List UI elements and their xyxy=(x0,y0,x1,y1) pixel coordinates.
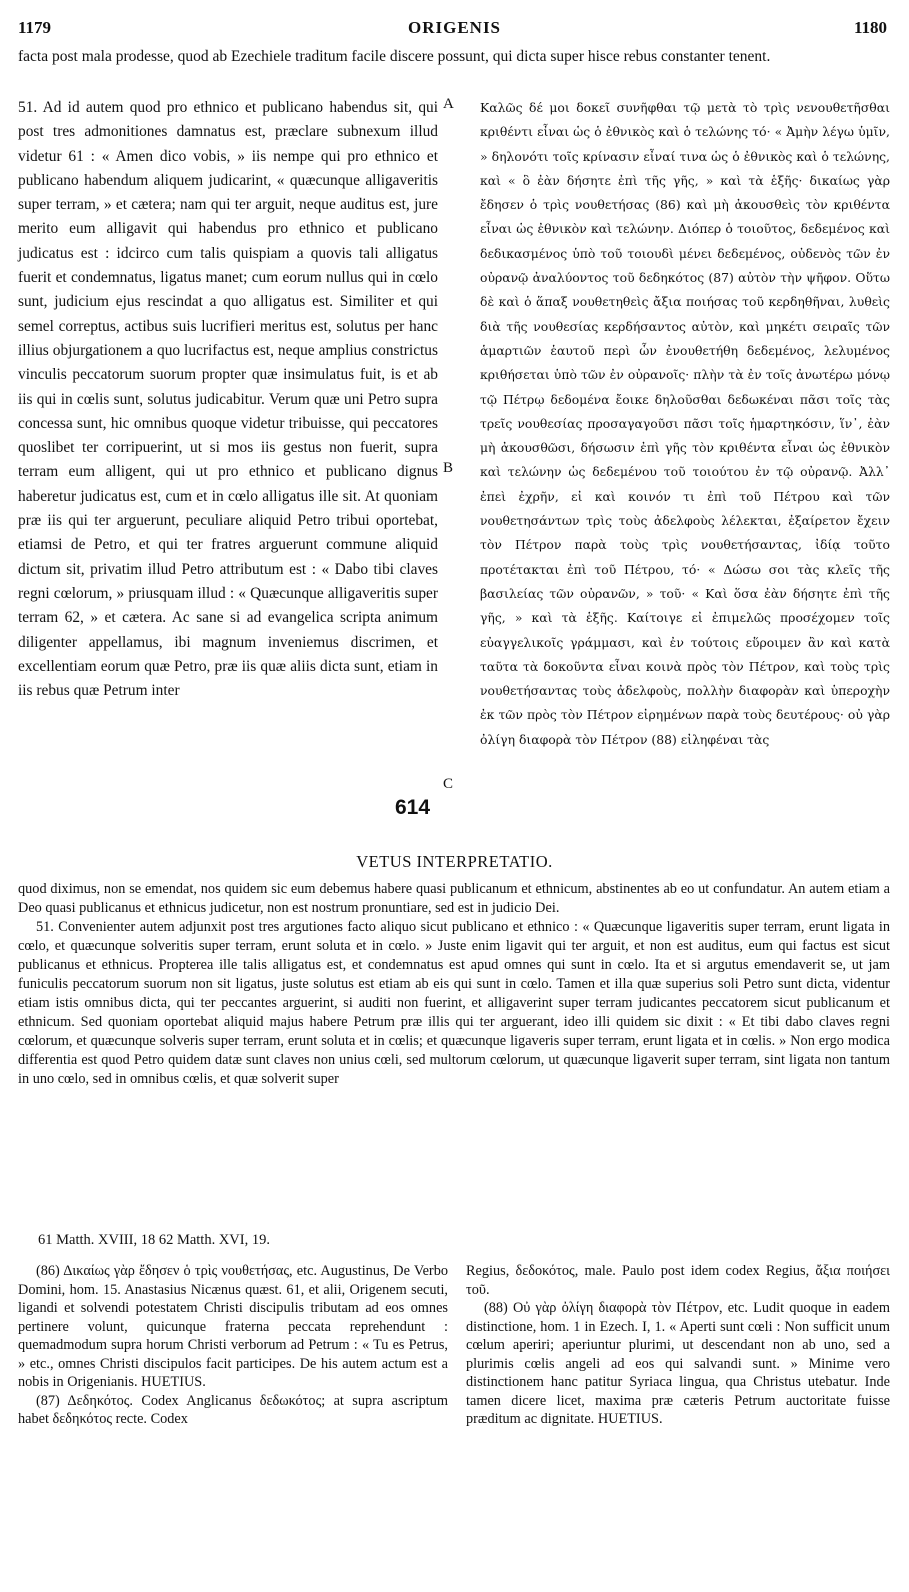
margin-marker-a: A xyxy=(443,96,454,112)
notes-right-column xyxy=(466,1262,890,1429)
intro-paragraph: facta post mala prodesse, quod ab Ezechiele traditum facile discere possunt, qui dicta super hisce rebus constanter tenent. xyxy=(18,48,771,65)
vetus-interpretatio-text xyxy=(18,880,890,1089)
page-title: ORIGENIS xyxy=(407,18,502,37)
vetus-paragraph-2: 51. Convenienter autem adjunxit post tres argutiones facto aliquo sicut publicano et ethnico : « Quæcunque ligaveritis super terram, erunt ligata in cœlo, et quæcunque solveritis super terram, erunt soluta et in cœlo. » Juste enim ligavit qui ter arguit, et non est auditus, eum qui factus est sicut publicanus et ethnicus. Propterea ille talis alligatus est, et condemnatus est apud omnes qui sunt in cœlo. Ita et si argutus emendaverit se, ut jam funiculis peccatorum suorum non sit ligatus, juste solutus est etiam ab eis qui sunt in cœlo. Tamen et illa quæ superius soli Petro sunt dicta, videntur etiam istis omnibus dicta, qui ter peccantes arguerint, si auditi non fuerint, et alligaverint super terram judicantes peccatorem sicut publicanum et ethnicum. Sed quoniam oportebat aliquid majus habere Petrum præ illis qui ter arguerant, ideo illi quidem sic dixit : « Et tibi dabo claves regni cœlorum, et quæcunque solveris super terram, erunt soluta et in cœlis; et quæcunque ligaveris super terram, erunt ligata et in cœlis. » Non ergo modica differentia est quod Petro quidem datæ sunt claves non unius cœli, sed multorum cœlorum, ut quæcunque ligaverit super terram, sint ligata non tantum in uno cœlo, sed in omnibus cœlis, et quæ solverit super xyxy=(18,919,890,1087)
right-column-number: 1180 xyxy=(853,18,887,37)
running-header xyxy=(0,18,909,40)
greek-column: Καλῶς δέ μοι δοκεῖ συνῆφθαι τῷ μετὰ τὸ τρὶς νενουθετῆσθαι κριθέντι εἶναι ὡς ὁ ἐθνικὸς καὶ ὁ τελώνης τό· « Ἀμὴν λέγω ὑμῖν, » δηλονότι τοῖς κρίνασιν εἶναί τινα ὡς ὁ ἐθνικὸς καὶ ὁ τελώνης, καὶ « ὃ ἐὰν δήσητε ἐπὶ τῆς γῆς, » καὶ τὰ ἑξῆς· δικαίως γὰρ ἔδησεν ὁ τρὶς νουθετήσας (86) καὶ μὴ ἀκουσθεὶς τὸν κριθέντα εἶναι ὡς ἐθνικὸν καὶ τελώνην. Διόπερ ὁ τοιοῦτος, δεδεμένος καὶ δεδικασμένος ὑπὸ τοῦ τοιουδὶ μένει δεδεμένος, οὐδενὸς τῶν ἐν οὐρανῷ ἀναλύοντος τοῦ δεδηκότος (87) αὐτὸν τὴν ψῆφον. Οὕτω δὲ καὶ ὁ ἅπαξ νουθετηθεὶς ἄξια ποιήσας τοῦ κερδηθῆναι, λυθεὶς διὰ τῆς νουθεσίας κερδήσαντος αὐτὸν, καὶ μηκέτι σειραῖς τῶν ἁμαρτιῶν ἑαυτοῦ περὶ ὧν ἐνουθετήθη δεδεμένος, λελυμένος κριθήσεται ὑπὸ τῶν ἐν οὐρανοῖς· πλὴν τὰ ἐν τοῖς ἀνωτέρω μόνῳ τῷ Πέτρῳ δεδομένα ἔοικε δηλοῦσθαι δεδωκέναι πᾶσι τοῖς τὰς τρεῖς νουθεσίας προσαγαγοῦσι πᾶσι τοῖς ἡμαρτηκόσιν, ἵν᾽, ἐὰν μὴ ἀκουσθῶσι, δήσωσιν ἐπὶ γῆς τὸν κριθέντα εἶναι ὡς ἐθνικὸν καὶ τελώνην ὡς δεδεμένου τοῦ τοιούτου ἐν τῷ οὐρανῷ. Ἀλλ᾽ ἐπεὶ ἐχρῆν, εἰ καὶ κοινόν τι ἐπὶ τοῦ Πέτρου καὶ τῶν νουθετησάντων τρὶς τοὺς ἀδελφοὺς λέλεκται, ἐξαίρετον ἔχειν τὸν Πέτρον παρὰ τοὺς τρὶς νουθετήσαντας, ἰδίᾳ τοῦτο προτέτακται ἐπὶ τοῦ Πέτρου, τό· « Δώσω σοι τὰς κλεῖς τῆς βασιλείας τῶν οὐρανῶν, » τοῦ· « Καὶ ὅσα ἐὰν δήσητε ἐπὶ τῆς γῆς, » καὶ τὰ ἑξῆς. Καίτοιγε εἰ ἐπιμελῶς προσέχομεν τοῖς εὐαγγελικοῖς γράμμασι, καὶ ἐν τούτοις εὕροιμεν ἂν καὶ κατὰ ταῦτα τὰ δοκοῦντα εἶναι κοινὰ πρὸς τὸν Πέτρον, καὶ τοὺς τρὶς νουθετήσαντας τοὺς ἀδελφοὺς, πολλὴν διαφορὰν καὶ ὑπεροχὴν ἐκ τῶν πρὸς τὸν Πέτρον εἰρημένων παρὰ τοὺς δευτέρους· οὐ γὰρ ὀλίγη διαφορὰ τὸν Πέτρον (88) εἰληφέναι τὰς xyxy=(480,100,890,747)
note-87-continued: Regius, δεδοκότος, male. Paulo post idem codex Regius, ἄξια ποιήσει τοῦ. xyxy=(466,1263,890,1298)
margin-marker-b: B xyxy=(443,460,454,476)
scripture-footnotes: 61 Matth. XVIII, 18 62 Matth. XVI, 19. xyxy=(38,1232,270,1248)
note-88: (88) Οὐ γὰρ ὀλίγη διαφορὰ τὸν Πέτρον, etc. Ludit quoque in eadem distinctione, hom. 1 in Ezech. I, 1. « Aperti sunt cœli : Non sufficit unum cœlum aperiri; aperiuntur plurimi, ut descendant non ab uno, sed a plurimis cœlis angeli ad eos qui salvandi sunt. » Minime vero distinctionem hanc patitur Syriaca lingua, qua Christus utebatur. Inde tamen dicere licet, maxima præ cæteris Petrum auctoritate fuisse præditum ac dignitate. HUETIUS. xyxy=(466,1300,890,1427)
margin-marker-c: C xyxy=(443,776,454,792)
left-column-number: 1179 xyxy=(18,18,52,37)
note-86: (86) Δικαίως γὰρ ἔδησεν ὁ τρὶς νουθετήσας, etc. Augustinus, De Verbo Domini, hom. 15. Anastasius Nicænus quæst. 61, et alii, Origenem secuti, ligandi et solvendi potestatem Christi discipulis tributam ad eos omnes pertinere volunt, quicunque fraterna peccata reprehendunt : quemadmodum supra horum Christi verborum ad Petrum : « Tu es Petrus, » etc., omnes Christi discipulos facit participes. De his autem actum est a nobis in Origenianis. HUETIUS. xyxy=(18,1263,448,1390)
two-column-body xyxy=(18,96,890,842)
vetus-paragraph-1: quod diximus, non se emendat, nos quidem sic eum debemus habere quasi publicanum et ethnicum, abstinentes ab eo ut confundatur. An autem etiam a Deo quasi publicanus et ethnicus judicetur, non est nostrum pronuntiare, sed est in judicio Dei. xyxy=(18,881,890,916)
vetus-interpretatio-heading: VETUS INTERPRETATIO. xyxy=(356,852,553,871)
note-87: (87) Δεδηκότος. Codex Anglicanus δεδωκότος; at supra ascriptum habet δεδηκότος recte. Codex xyxy=(18,1392,448,1427)
latin-column: 51. Ad id autem quod pro ethnico et publicano habendus sit, qui post tres admonitiones damnatus est, præclare subnexum illud videtur 61 : « Amen dico vobis, » iis nempe qui pro ethnico et publicano habendum aliquem judicarint, « quæcunque alligaveritis super terram, » et cætera; nam qui ter arguit, neque auditus est, jure merito eum alligavit qui habendus pro ethnico et publicano judicatus est : idcirco cum talis quispiam a quovis tali alligatus fuerit et condemnatus, ligatus manet; cum eorum nullus qui in cœlo sunt, judicium ejus rescindat a quo alligatus est. Similiter et qui semel correptus, actibus suis lucrifieri meritus est, solutus per hanc illius objurgationem a quo lucrifactus est, neque amplius constrictus vinculis peccatorum suorum propter quæ insimulatus fuit, is et ab iis qui in cœlis sunt, solutus judicabitur. Verum quæ uni Petro supra concessa sunt, hic omnibus quoque videtur tribuisse, qui peccatores quoslibet ter corripuerint, ut si mos iis gestus non fuerit, supra terram eum alligent, qui ut pro ethnico et publicano dignus haberetur judicatus est, cum et in cœlo alligatus ille sit. At quoniam præ iis qui ter arguerunt, peculiare aliquid Petro tribui oportebat, etiamsi de Petro, et qui ter fratres arguerunt commune aliquid dictum sit, privatim illud Petro attributum est : « Dabo tibi claves regni cœlorum, » priusquam illud : « Quæcunque alligaveritis super terram 62, » et cætera. Ac sane si ad evangelica scripta animum diligenter appellamus, ibi magnum inveniemus discrimen, et excellentiam eorum quæ Petro, præ iis quæ aliis dicta sunt, etiam in iis rebus quæ Petrum inter xyxy=(18,99,438,700)
column-number-mark: 614 xyxy=(395,796,431,819)
notes-left-column xyxy=(18,1262,448,1429)
